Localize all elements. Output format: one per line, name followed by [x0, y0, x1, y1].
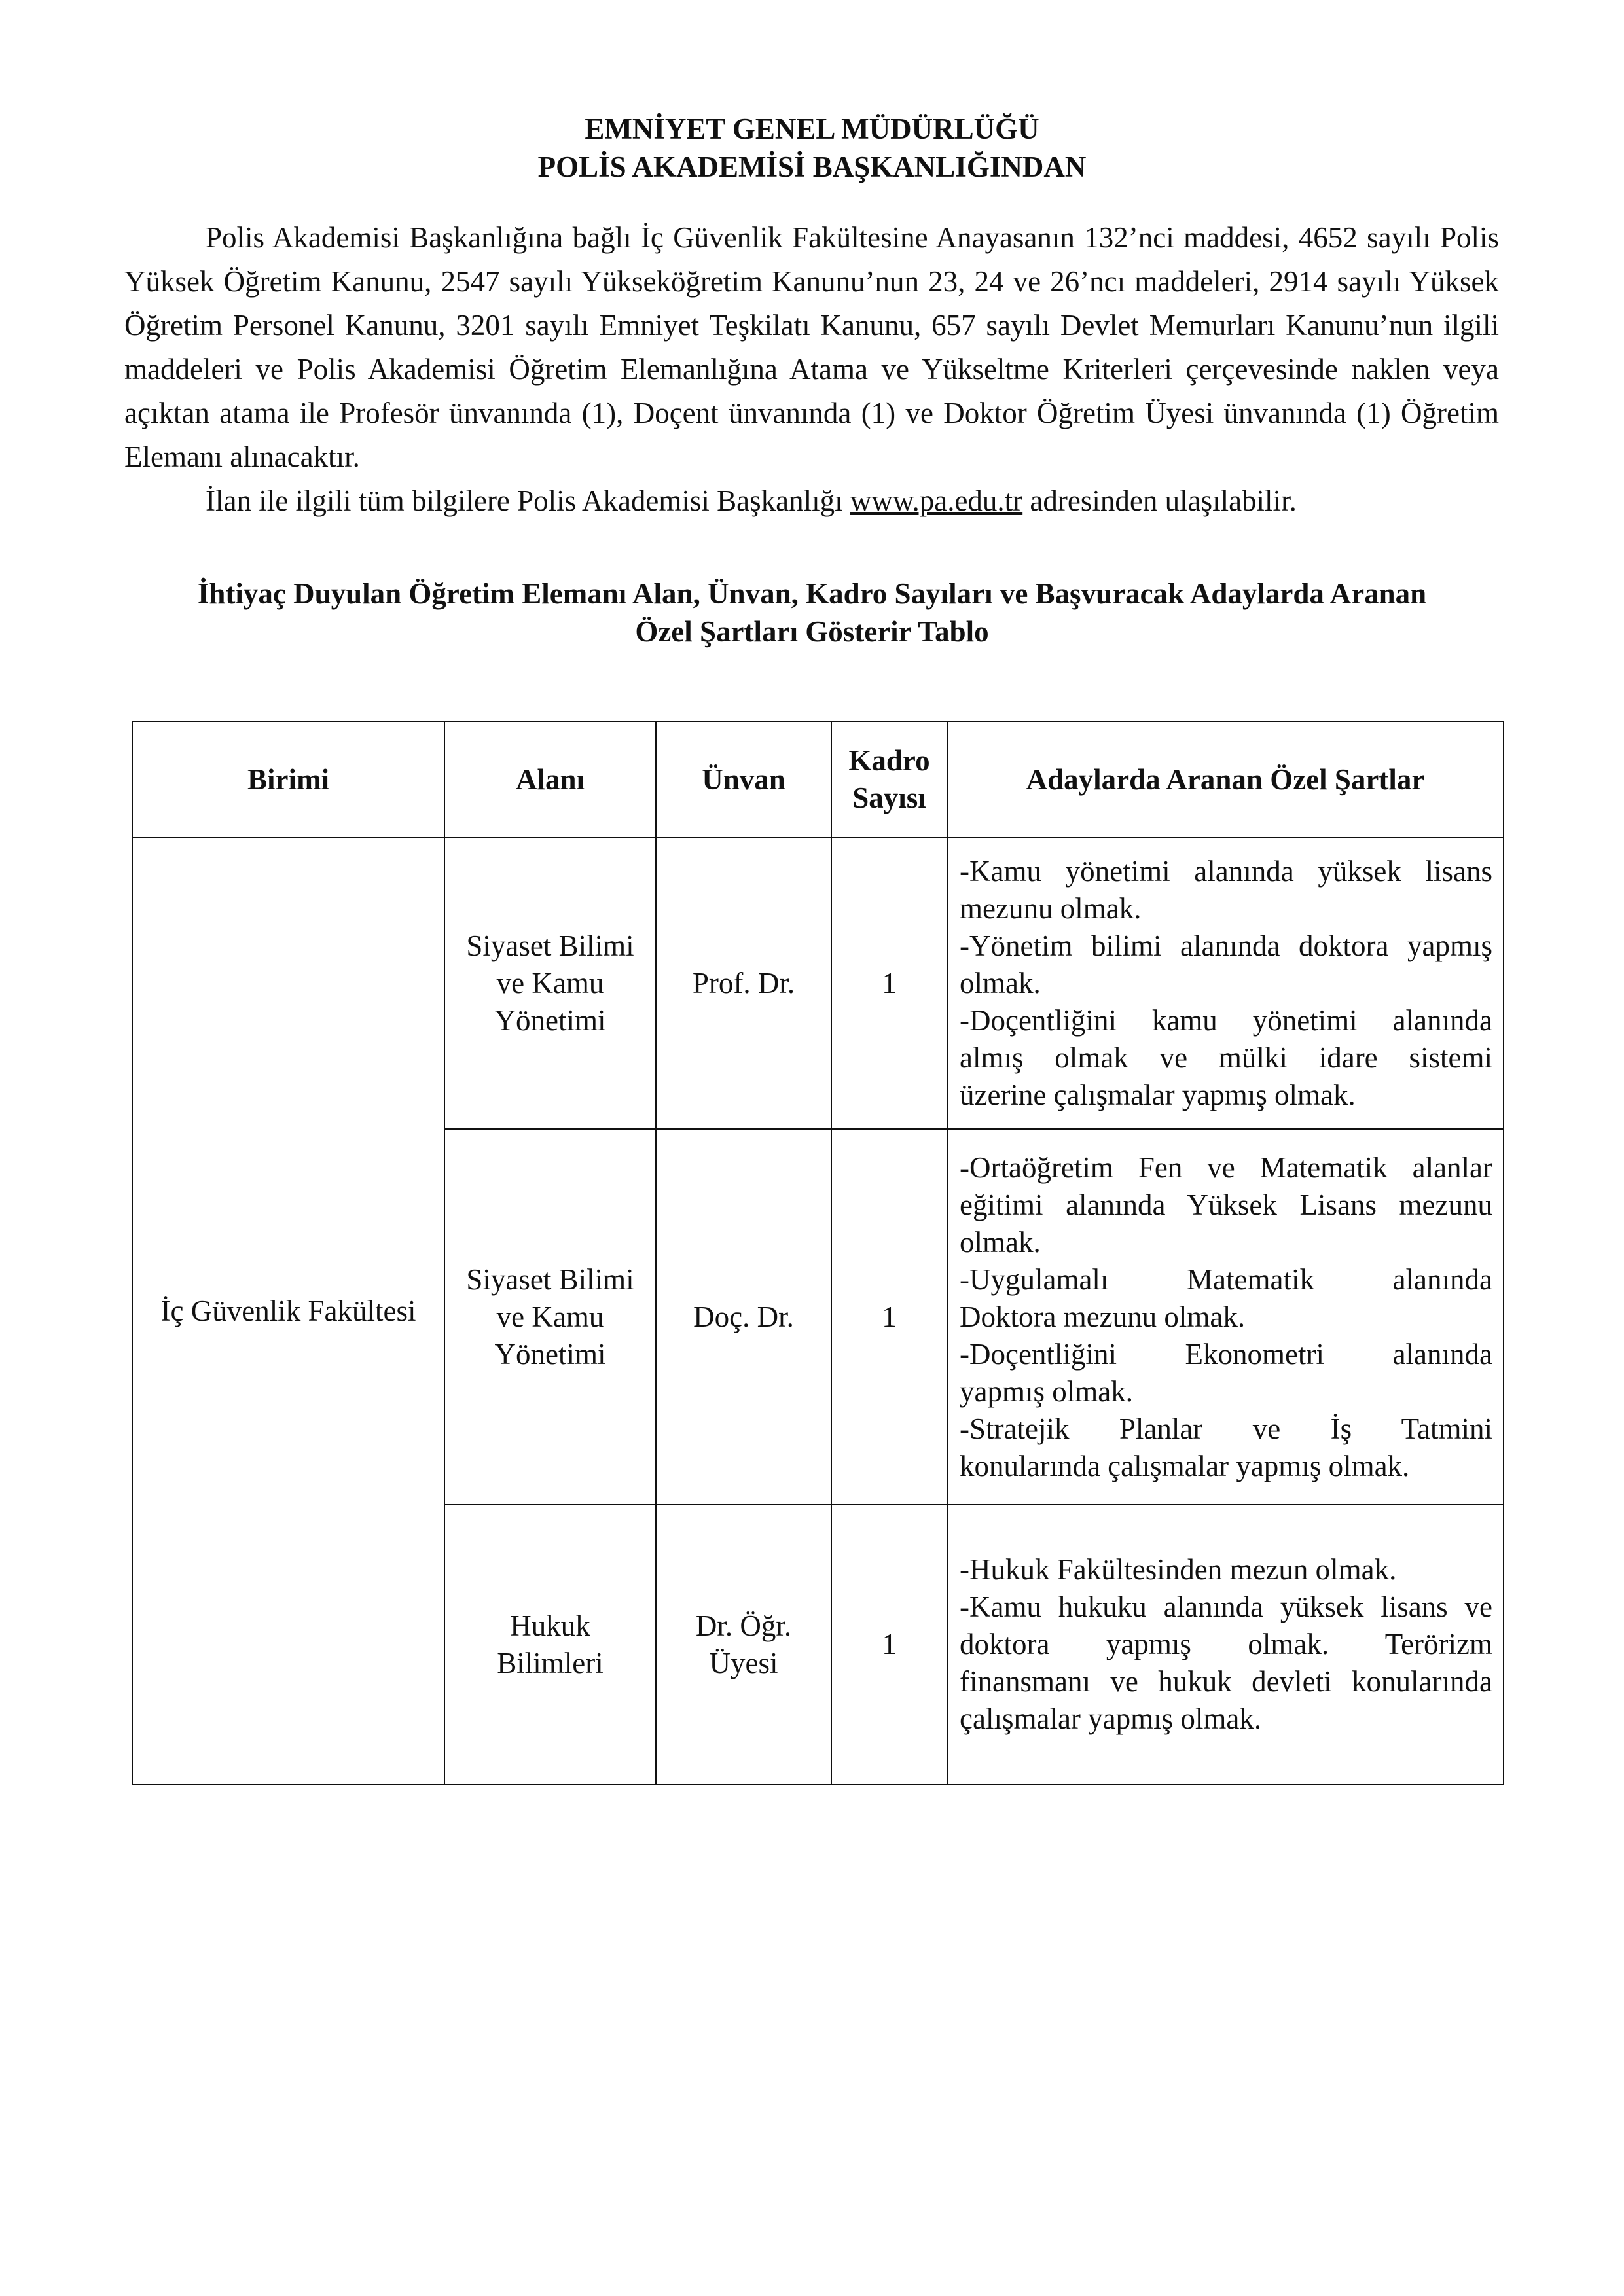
count-cell: 1 [831, 838, 947, 1129]
requirement-line: -Doçentliğini Ekonometri alanında [960, 1337, 1492, 1371]
title-line: Dr. Öğr. [695, 1609, 792, 1642]
requirement-line: Doktora mezunu olmak. [960, 1300, 1246, 1333]
requirement-line: -Hukuk Fakültesinden mezun olmak. [960, 1553, 1397, 1586]
requirement-line: almış olmak ve mülki idare sistemi [960, 1041, 1492, 1074]
table-title-line-2: Özel Şartları Gösterir Tablo [635, 615, 989, 648]
requirements-cell [947, 838, 1504, 1129]
field-line: ve Kamu [496, 967, 604, 999]
requirement-line: olmak. [960, 967, 1041, 999]
info-suffix: adresinden ulaşılabilir. [1030, 484, 1297, 517]
count-cell: 1 [831, 1129, 947, 1505]
requirement-line: -Stratejik Planlar ve İş Tatmini [960, 1412, 1492, 1445]
header-alani: Alanı [444, 721, 656, 838]
positions-table [132, 721, 1504, 1785]
info-prefix: İlan ile ilgili tüm bilgilere Polis Akademisi Başkanlığı [206, 484, 843, 517]
field-cell [444, 838, 656, 1129]
title-cell [656, 1129, 831, 1505]
title-line: Prof. Dr. [692, 967, 795, 999]
field-line: ve Kamu [496, 1300, 604, 1333]
requirement-line: -Ortaöğretim Fen ve Matematik alanlar [960, 1151, 1492, 1184]
header-line-1: EMNİYET GENEL MÜDÜRLÜĞÜ [585, 113, 1039, 145]
requirement-line: -Kamu hukuku alanında yüksek lisans ve [960, 1590, 1492, 1623]
info-paragraph [124, 479, 1499, 523]
title-line: Üyesi [709, 1646, 778, 1679]
field-line: Bilimleri [497, 1646, 604, 1679]
field-line: Yönetimi [494, 1337, 606, 1371]
requirement-line: üzerine çalışmalar yapmış olmak. [960, 1079, 1356, 1111]
requirement-line: -Kamu yönetimi alanında yüksek lisans [960, 855, 1492, 888]
field-line: Hukuk [510, 1609, 590, 1642]
field-line: Siyaset Bilimi [466, 1263, 634, 1296]
requirement-line: -Yönetim bilimi alanında doktora yapmış [960, 929, 1492, 962]
requirement-line: doktora yapmış olmak. Terörizm [960, 1628, 1492, 1660]
document-header [0, 110, 1624, 186]
header-kadro-line-1: Kadro [848, 744, 930, 777]
title-cell [656, 838, 831, 1129]
field-line: Yönetimi [494, 1004, 606, 1037]
requirement-line: olmak. [960, 1225, 1041, 1259]
field-cell [444, 1505, 656, 1784]
website-link[interactable]: www.pa.edu.tr [850, 484, 1023, 517]
header-birimi: Birimi [132, 721, 444, 838]
requirement-line: konularında çalışmalar yapmış olmak. [960, 1449, 1410, 1482]
requirement-line: mezunu olmak. [960, 892, 1142, 925]
requirement-line: finansmanı ve hukuk devleti konularında [960, 1665, 1492, 1698]
requirement-line: yapmış olmak. [960, 1374, 1133, 1408]
requirement-line: eğitimi alanında Yüksek Lisans mezunu [960, 1188, 1492, 1221]
header-kadro-sayisi [831, 721, 947, 838]
header-line-2: POLİS AKADEMİSİ BAŞKANLIĞINDAN [537, 151, 1087, 183]
table-row [132, 838, 1504, 1129]
unit-cell: İç Güvenlik Fakültesi [132, 838, 444, 1784]
title-line: Doç. Dr. [693, 1300, 794, 1333]
title-cell [656, 1505, 831, 1784]
requirements-cell [947, 1505, 1504, 1784]
header-unvan: Ünvan [656, 721, 831, 838]
announcement-paragraph: Polis Akademisi Başkanlığına bağlı İç Güvenlik Fakültesine Anayasanın 132’nci maddesi, 4652 sayılı Polis Yüksek Öğretim Kanunu, 2547 sayılı Yükseköğretim Kanunu’nun 23, 24 ve 26’ncı maddeleri, 2914 sayılı Yüksek Öğretim Personel Kanunu, 3201 sayılı Emniyet Teşkilatı Kanunu, 657 sayılı Devlet Memurları Kanunu’nun ilgili maddeleri ve Polis Akademisi Öğretim Elemanlığına Atama ve Yükseltme Kriterleri çerçevesinde naklen veya açıktan atama ile Profesör ünvanında (1), Doçent ünvanında (1) ve Doktor Öğretim Üyesi ünvanında (1) Öğretim Elemanı alınacaktır. [124, 221, 1499, 473]
table-title [98, 575, 1526, 651]
header-ozel-sartlar: Adaylarda Aranan Özel Şartlar [947, 721, 1504, 838]
header-kadro-line-2: Sayısı [852, 781, 926, 814]
field-line: Siyaset Bilimi [466, 929, 634, 962]
requirement-line: -Doçentliğini kamu yönetimi alanında [960, 1004, 1492, 1037]
count-cell: 1 [831, 1505, 947, 1784]
announcement-body [124, 216, 1499, 523]
table-header-row [132, 721, 1504, 838]
requirements-cell [947, 1129, 1504, 1505]
table-title-line-1: İhtiyaç Duyulan Öğretim Elemanı Alan, Ünvan, Kadro Sayıları ve Başvuracak Adaylarda Aranan [197, 577, 1427, 610]
requirement-line: çalışmalar yapmış olmak. [960, 1702, 1262, 1735]
field-cell [444, 1129, 656, 1505]
requirement-line: -Uygulamalı Matematik alanında [960, 1263, 1492, 1296]
